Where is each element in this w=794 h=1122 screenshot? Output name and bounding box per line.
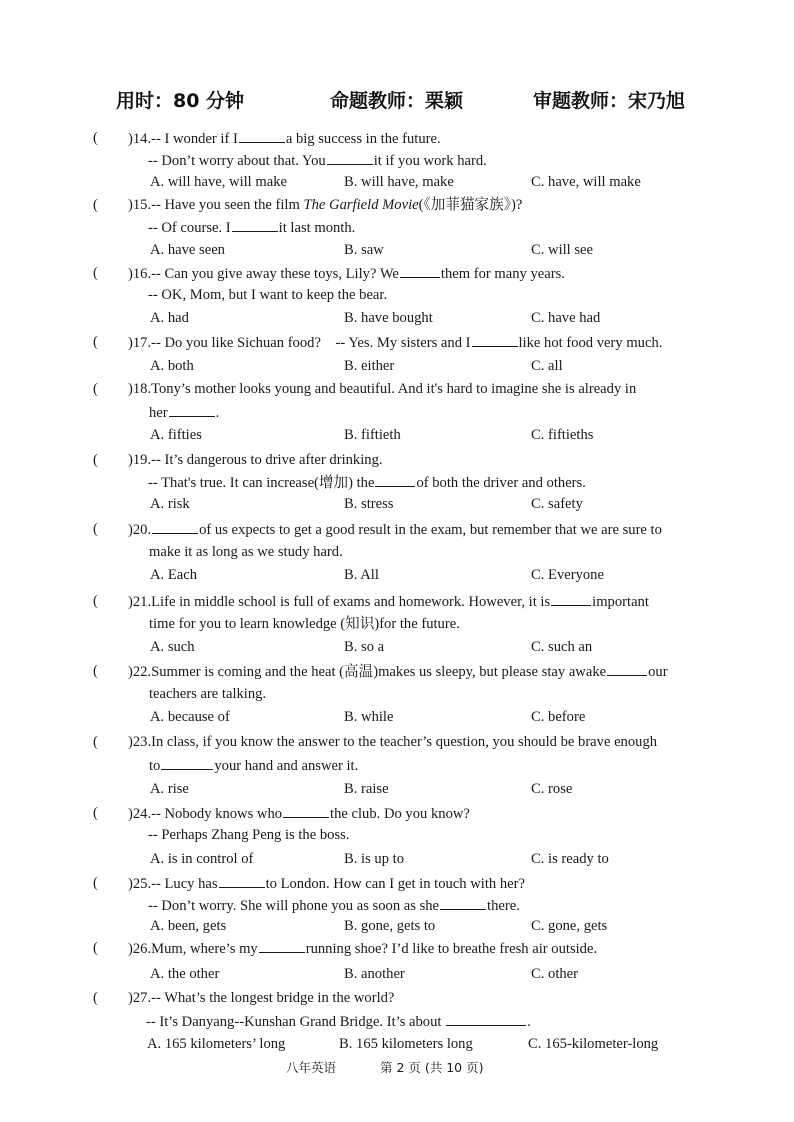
option-b: B. 165 kilometers long — [339, 1036, 473, 1052]
option-a: A. is in control of — [150, 851, 254, 867]
option-c: C. gone, gets — [531, 918, 608, 934]
answer-blank — [152, 518, 198, 534]
option-c: C. safety — [531, 496, 583, 512]
question-subline: -- Don’t worry about that. You it if you work hard. — [148, 149, 487, 172]
answer-paren: ( — [93, 875, 98, 891]
answer-paren: ( — [93, 990, 98, 1006]
option-a: A. such — [150, 639, 195, 655]
option-c: C. rose — [531, 781, 573, 797]
answer-blank — [375, 471, 415, 487]
question-stem: )21.Life in middle school is full of exams and homework. However, it is important — [128, 590, 716, 613]
option-b: B. so a — [344, 639, 385, 655]
option-a: A. both — [150, 358, 194, 374]
question-23 — [0, 731, 794, 797]
question-18 — [0, 378, 794, 444]
question-subline: -- OK, Mom, but I want to keep the bear. — [148, 287, 388, 303]
option-a: A. risk — [150, 496, 190, 512]
option-b: B. is up to — [344, 851, 405, 867]
question-stem: )17.-- Do you like Sichuan food? -- Yes. My sisters and I like hot food very much. — [128, 331, 716, 354]
answer-blank — [283, 802, 329, 818]
exam-header — [0, 86, 794, 118]
question-continuation: time for you to learn knowledge (知识)for the future. — [149, 616, 460, 632]
question-stem: )20. of us expects to get a good result in the exam, but remember that we are sure to — [128, 518, 716, 541]
question-subline: -- Perhaps Zhang Peng is the boss. — [148, 827, 350, 843]
answer-paren: ( — [93, 452, 98, 468]
question-stem: )25.-- Lucy has to London. How can I get in touch with her? — [128, 872, 716, 895]
answer-blank — [472, 331, 518, 347]
question-stem: )27.-- What’s the longest bridge in the world? — [128, 990, 395, 1006]
option-c: C. Everyone — [531, 567, 604, 583]
option-b: B. have bought — [344, 310, 433, 326]
option-a: A. 165 kilometers’ long — [147, 1036, 286, 1052]
question-subline: -- That's true. It can increase(增加) the of both the driver and others. — [148, 471, 586, 494]
option-c: C. 165-kilometer-long — [528, 1036, 659, 1052]
answer-blank — [446, 1010, 526, 1026]
question-14 — [0, 127, 794, 193]
question-21 — [0, 590, 794, 656]
option-a: A. had — [150, 310, 189, 326]
option-b: B. another — [344, 966, 405, 982]
answer-blank — [551, 590, 591, 606]
option-c: C. fiftieths — [531, 427, 594, 443]
exam-duration: 用时：80 分钟 — [116, 90, 245, 112]
question-setter: 命题教师：栗颖 — [330, 90, 464, 112]
option-a: A. Each — [150, 567, 198, 583]
option-c: C. other — [531, 966, 579, 982]
option-a: A. fifties — [150, 427, 202, 443]
option-c: C. have had — [531, 310, 601, 326]
option-b: B. while — [344, 709, 394, 725]
answer-blank — [259, 937, 305, 953]
option-b: B. will have, make — [344, 174, 454, 190]
question-continuation: to your hand and answer it. — [149, 754, 358, 777]
answer-blank — [400, 262, 440, 278]
question-stem: )16.-- Can you give away these toys, Lily? We them for many years. — [128, 262, 716, 285]
option-c: C. will see — [531, 242, 594, 258]
question-subline: -- Don’t worry. She will phone you as soon as she there. — [148, 894, 520, 917]
answer-blank — [169, 401, 215, 417]
question-stem: )26.Mum, where’s my running shoe? I’d like to breathe fresh air outside. — [128, 937, 716, 960]
question-continuation: make it as long as we study hard. — [149, 544, 343, 560]
footer-subject: 八年英语 — [286, 1060, 337, 1075]
question-15 — [0, 194, 794, 260]
question-27 — [0, 987, 794, 1053]
question-stem: )24.-- Nobody knows who the club. Do you know? — [128, 802, 716, 825]
option-a: A. been, gets — [150, 918, 227, 934]
option-b: B. fiftieth — [344, 427, 401, 443]
question-26 — [0, 937, 794, 981]
answer-paren: ( — [93, 334, 98, 350]
question-stem: )14.-- I wonder if I a big success in the future. — [128, 127, 716, 150]
answer-paren: ( — [93, 663, 98, 679]
option-b: B. either — [344, 358, 395, 374]
answer-blank — [607, 660, 647, 676]
answer-blank — [232, 216, 278, 232]
question-continuation: teachers are talking. — [149, 686, 267, 702]
question-stem: )23.In class, if you know the answer to the teacher’s question, you should be brave enough — [128, 734, 658, 750]
question-stem: )18.Tony’s mother looks young and beautiful. And it's hard to imagine she is already in — [128, 381, 637, 397]
question-reviewer: 审题教师：宋乃旭 — [533, 90, 686, 112]
question-subline: -- Of course. I it last month. — [148, 216, 355, 239]
answer-paren: ( — [93, 593, 98, 609]
option-b: B. saw — [344, 242, 384, 258]
answer-paren: ( — [93, 381, 98, 397]
answer-paren: ( — [93, 265, 98, 281]
question-stem: )19.-- It’s dangerous to drive after drinking. — [128, 452, 383, 468]
answer-blank — [239, 127, 285, 143]
answer-paren: ( — [93, 521, 98, 537]
answer-blank — [327, 149, 373, 165]
option-c: C. such an — [531, 639, 593, 655]
question-22 — [0, 660, 794, 726]
option-c: C. is ready to — [531, 851, 609, 867]
option-a: A. because of — [150, 709, 230, 725]
option-b: B. stress — [344, 496, 394, 512]
question-17 — [0, 331, 794, 375]
answer-blank — [161, 754, 213, 770]
answer-paren: ( — [93, 940, 98, 956]
answer-paren: ( — [93, 805, 98, 821]
question-stem: )15.-- Have you seen the film The Garfield Movie(《加菲猫家族》)? — [128, 197, 523, 213]
answer-blank — [219, 872, 265, 888]
footer-page-number: 第 2 页 (共 10 页) — [380, 1060, 484, 1075]
option-b: B. All — [344, 567, 379, 583]
option-a: A. have seen — [150, 242, 225, 258]
option-a: A. will have, will make — [150, 174, 287, 190]
answer-blank — [440, 894, 486, 910]
option-a: A. the other — [150, 966, 220, 982]
question-19 — [0, 449, 794, 515]
question-20 — [0, 518, 794, 584]
answer-paren: ( — [93, 734, 98, 750]
question-16 — [0, 262, 794, 328]
option-b: B. raise — [344, 781, 389, 797]
option-c: C. before — [531, 709, 586, 725]
question-subline: -- It’s Danyang--Kunshan Grand Bridge. It’s about . — [146, 1010, 531, 1033]
question-stem: )22.Summer is coming and the heat (高温)makes us sleepy, but please stay awake our — [128, 660, 716, 683]
question-24 — [0, 802, 794, 868]
option-c: C. all — [531, 358, 563, 374]
option-c: C. have, will make — [531, 174, 641, 190]
answer-paren: ( — [93, 197, 98, 213]
option-b: B. gone, gets to — [344, 918, 436, 934]
question-continuation: her . — [149, 401, 219, 424]
question-25 — [0, 872, 794, 938]
option-a: A. rise — [150, 781, 189, 797]
answer-paren: ( — [93, 130, 98, 146]
